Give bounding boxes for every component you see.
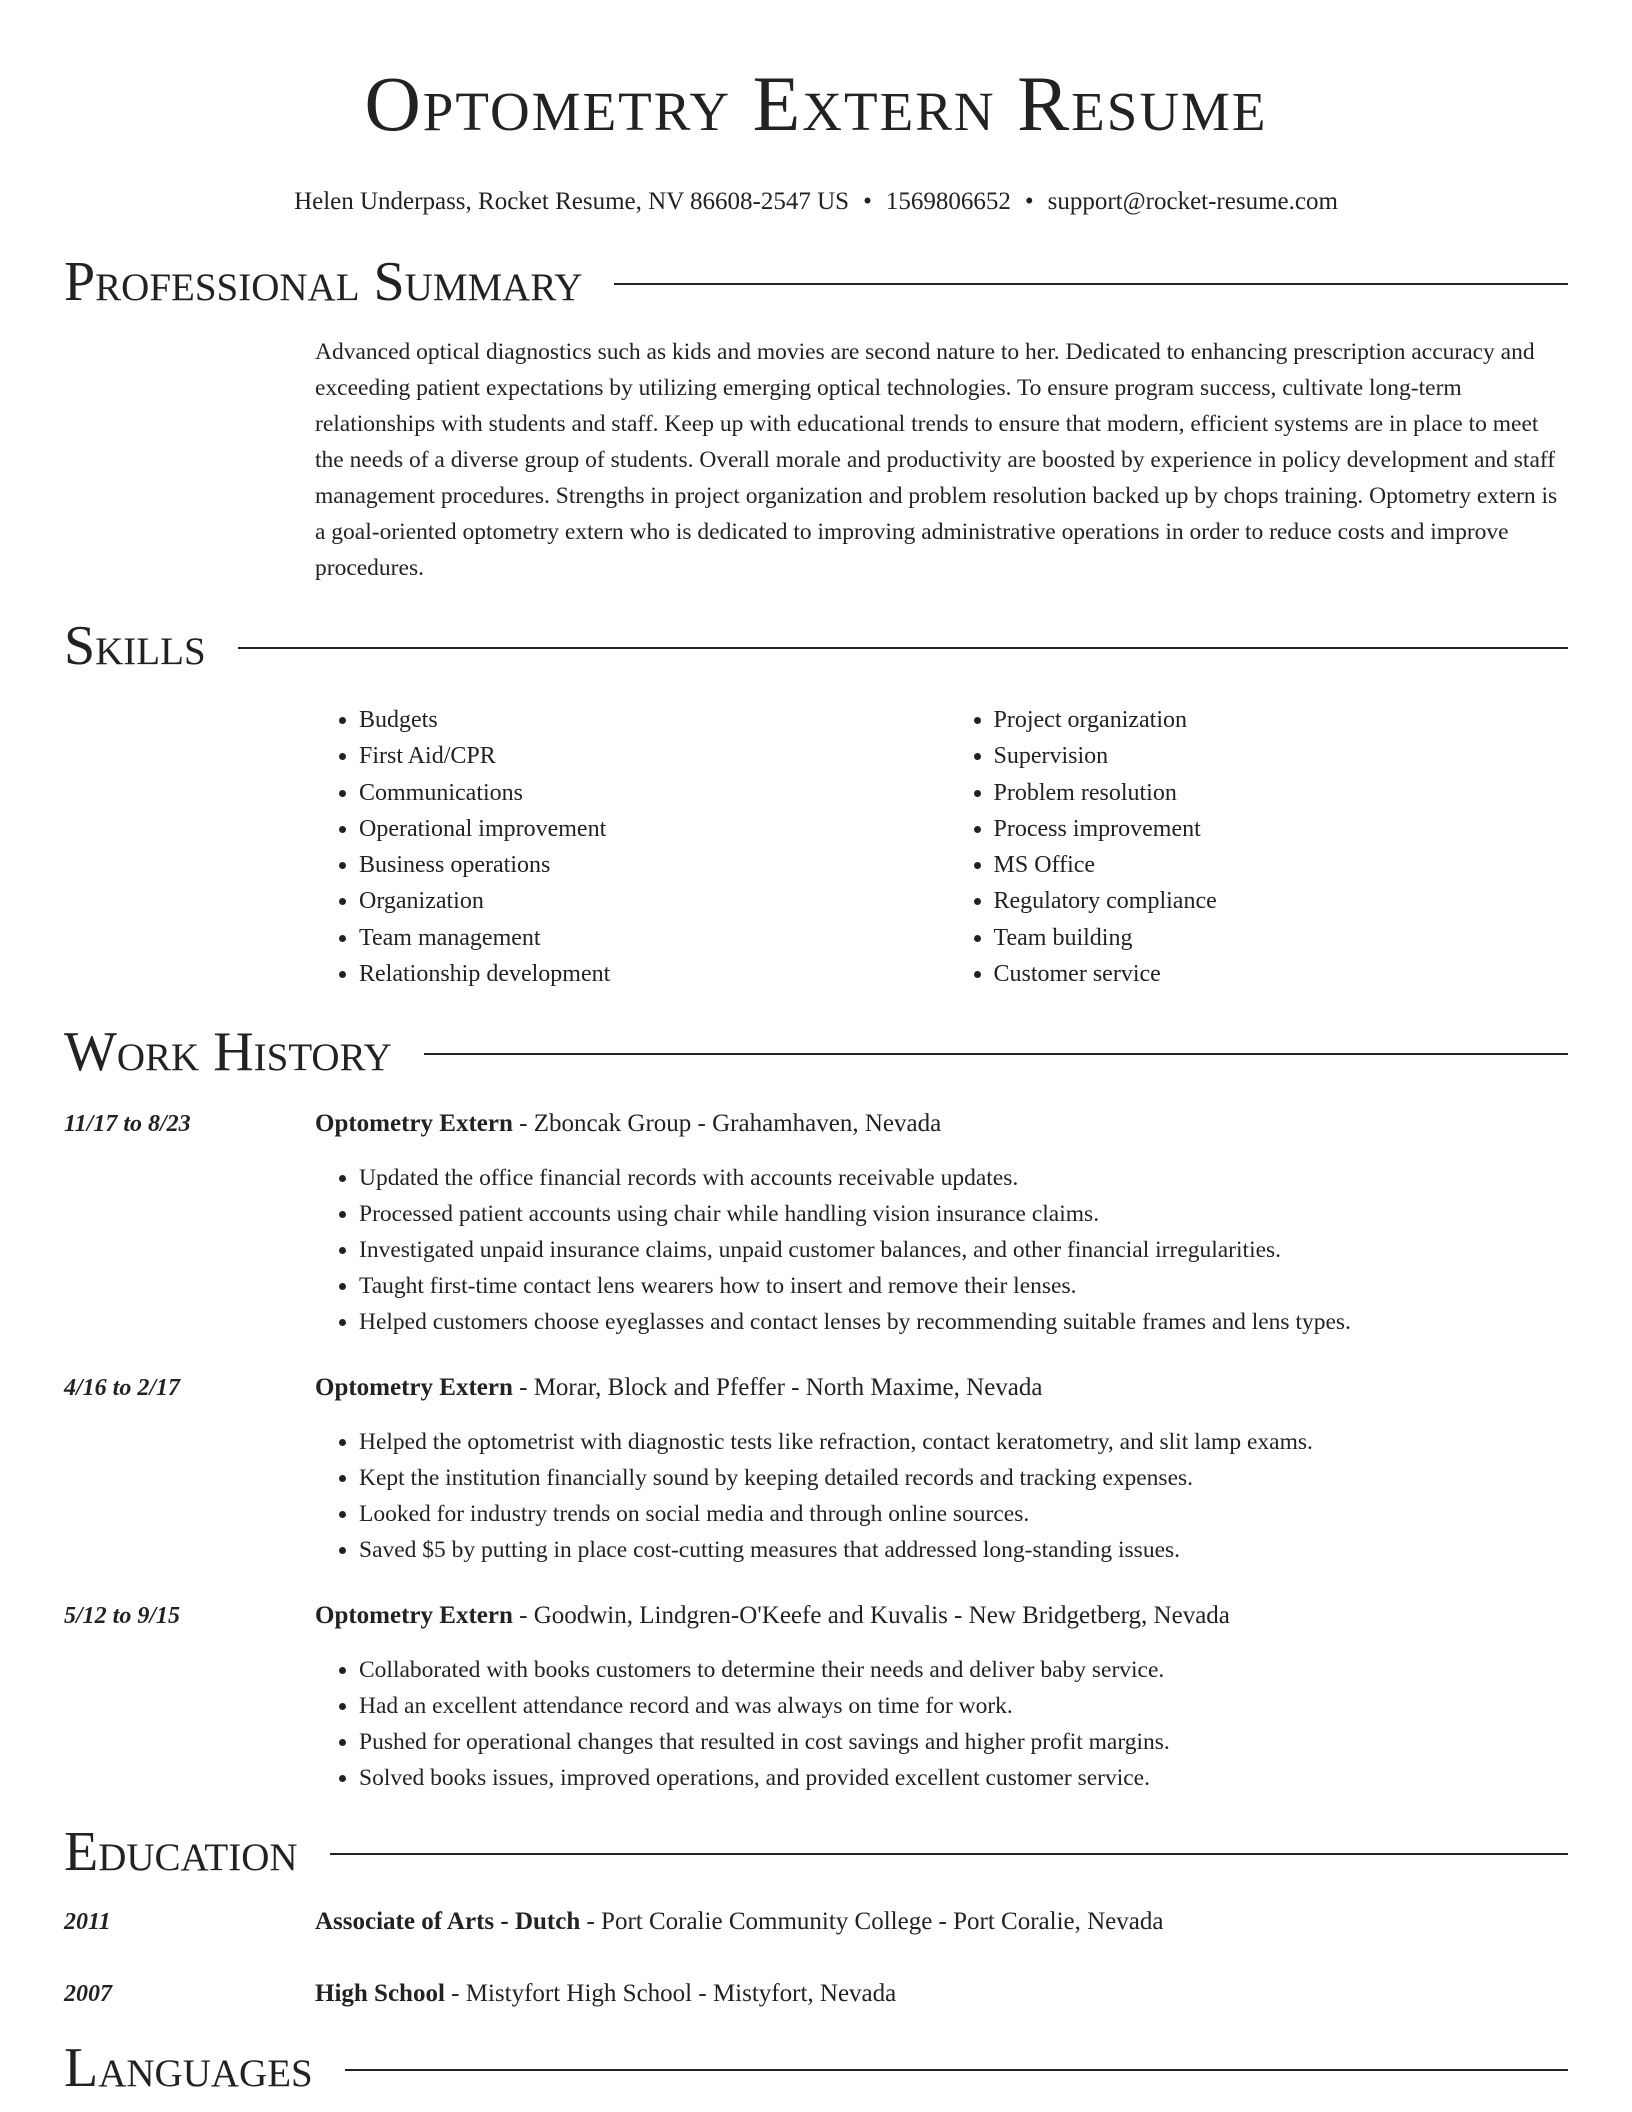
education-heading: Education — [64, 1821, 298, 1884]
skills-column-right — [934, 702, 1569, 992]
summary-section-header — [64, 248, 1568, 316]
job-entry — [64, 1598, 1568, 1796]
skills-heading: Skills — [64, 615, 206, 677]
job-details: - Zboncak Group - Grahamhaven, Nevada — [512, 1110, 942, 1138]
job-bullet: • Collaborated with books customers to determine their needs and deliver baby service. — [359, 1652, 1568, 1688]
job-bullet: • Saved $5 by putting in place cost-cutting measures that addressed long-standing issues. — [359, 1532, 1568, 1568]
contact-email: support@rocket-resume.com — [1047, 188, 1338, 215]
job-bullet: • Solved books issues, improved operations, and provided excellent customer service. — [359, 1760, 1568, 1796]
skill-item: • Process improvement — [994, 811, 1569, 847]
skill-item: • MS Office — [994, 847, 1569, 883]
skill-item: • Team building — [994, 920, 1569, 956]
skills-list — [315, 702, 1568, 992]
job-body — [315, 1370, 1568, 1568]
skill-item: • Problem resolution — [994, 775, 1569, 811]
job-bullet: • Pushed for operational changes that resulted in cost savings and higher profit margins. — [359, 1724, 1568, 1760]
contact-separator: • — [863, 188, 872, 215]
skill-item: • Project organization — [994, 702, 1569, 738]
job-heading — [315, 1106, 1568, 1142]
skill-item: • Business operations — [359, 847, 934, 883]
section-divider — [345, 2069, 1568, 2071]
job-bullet: • Kept the institution financially sound by keeping detailed records and tracking expenses. — [359, 1460, 1568, 1496]
education-degree: High School — [315, 1980, 445, 2008]
education-section-header — [64, 1818, 1568, 1886]
job-bullet: • Processed patient accounts using chair while handling vision insurance claims. — [359, 1196, 1568, 1232]
job-details: - Morar, Block and Pfeffer - North Maxime, Nevada — [512, 1374, 1043, 1402]
job-title: Optometry Extern — [315, 1602, 513, 1630]
job-entry — [64, 1106, 1568, 1340]
job-heading — [315, 1598, 1568, 1634]
skill-item: • First Aid/CPR — [359, 738, 934, 774]
education-line — [315, 1976, 896, 2012]
work-section-header — [64, 1018, 1568, 1086]
skill-item: • Organization — [359, 883, 934, 919]
job-bullets — [315, 1160, 1568, 1340]
job-bullet: • Helped customers choose eyeglasses and contact lenses by recommending suitable frames and lens types. — [359, 1304, 1568, 1340]
section-divider — [330, 1853, 1568, 1855]
job-title: Optometry Extern — [315, 1110, 513, 1138]
contact-phone: 1569806652 — [885, 188, 1011, 215]
contact-address: Helen Underpass, Rocket Resume, NV 86608-2547 US — [294, 188, 850, 215]
job-title: Optometry Extern — [315, 1374, 513, 1402]
skill-item: • Customer service — [994, 956, 1569, 992]
skill-item: • Operational improvement — [359, 811, 934, 847]
work-heading: Work History — [64, 1021, 392, 1084]
section-divider — [238, 647, 1568, 649]
contact-line — [64, 186, 1568, 218]
job-bullet: • Helped the optometrist with diagnostic tests like refraction, contact keratometry, and slit lamp exams. — [359, 1424, 1568, 1460]
languages-heading: Languages — [64, 2037, 313, 2100]
education-details: - Port Coralie Community College - Port Coralie, Nevada — [580, 1908, 1164, 1936]
job-bullet: • Had an excellent attendance record and was always on time for work. — [359, 1688, 1568, 1724]
education-date: 2011 — [64, 1909, 111, 1936]
summary-text: Advanced optical diagnostics such as kids and movies are second nature to her. Dedicated to enhancing prescription accuracy and exceeding patient expectations by utilizing emerging optical technologies. To ensure program success, cultivate long-term relationships with students and staff. Keep up with educational trends to ensure that modern, efficient systems are in place to meet the needs of a diverse group of students. Overall morale and productivity are boosted by experience in policy development and staff management procedures. Strengths in project organization and problem resolution backed up by chops training. Optometry extern is a goal-oriented optometry extern who is dedicated to improving administrative operations in order to reduce costs and improve procedures. — [315, 339, 1558, 581]
job-body — [315, 1106, 1568, 1340]
skill-item: • Team management — [359, 920, 934, 956]
section-divider — [614, 283, 1568, 285]
summary-heading: Professional Summary — [64, 251, 583, 313]
job-bullets — [315, 1652, 1568, 1796]
section-divider — [424, 1053, 1568, 1055]
job-date: 11/17 to 8/23 — [64, 1111, 191, 1138]
education-date: 2007 — [64, 1981, 112, 2008]
job-bullet: • Taught first-time contact lens wearers how to insert and remove their lenses. — [359, 1268, 1568, 1304]
resume-title: Optometry Extern Resume — [364, 60, 1268, 147]
job-entry — [64, 1370, 1568, 1568]
skill-item: • Regulatory compliance — [994, 883, 1569, 919]
education-degree: Associate of Arts - Dutch — [315, 1908, 581, 1936]
skills-column-left — [315, 702, 934, 992]
job-body — [315, 1598, 1568, 1796]
skills-section-header — [64, 612, 1568, 680]
education-entry — [64, 1904, 1568, 1940]
job-bullet: • Investigated unpaid insurance claims, unpaid customer balances, and other financial irregularities. — [359, 1232, 1568, 1268]
education-line — [315, 1904, 1163, 1940]
languages-section-header — [64, 2034, 1568, 2102]
contact-separator: • — [1024, 188, 1034, 215]
job-bullet: • Updated the office financial records with accounts receivable updates. — [359, 1160, 1568, 1196]
job-heading — [315, 1370, 1568, 1406]
skill-item: • Supervision — [994, 738, 1569, 774]
job-date: 5/12 to 9/15 — [64, 1603, 181, 1630]
education-details: - Mistyfort High School - Mistyfort, Nevada — [444, 1980, 897, 2008]
education-entry — [64, 1976, 1568, 2012]
job-date: 4/16 to 2/17 — [64, 1375, 181, 1402]
job-details: - Goodwin, Lindgren-O'Keefe and Kuvalis - New Bridgetberg, Nevada — [512, 1602, 1230, 1630]
skill-item: • Budgets — [359, 702, 934, 738]
skill-item: • Relationship development — [359, 956, 934, 992]
job-bullets — [315, 1424, 1568, 1568]
job-bullet: • Looked for industry trends on social media and through online sources. — [359, 1496, 1568, 1532]
skill-item: • Communications — [359, 775, 934, 811]
